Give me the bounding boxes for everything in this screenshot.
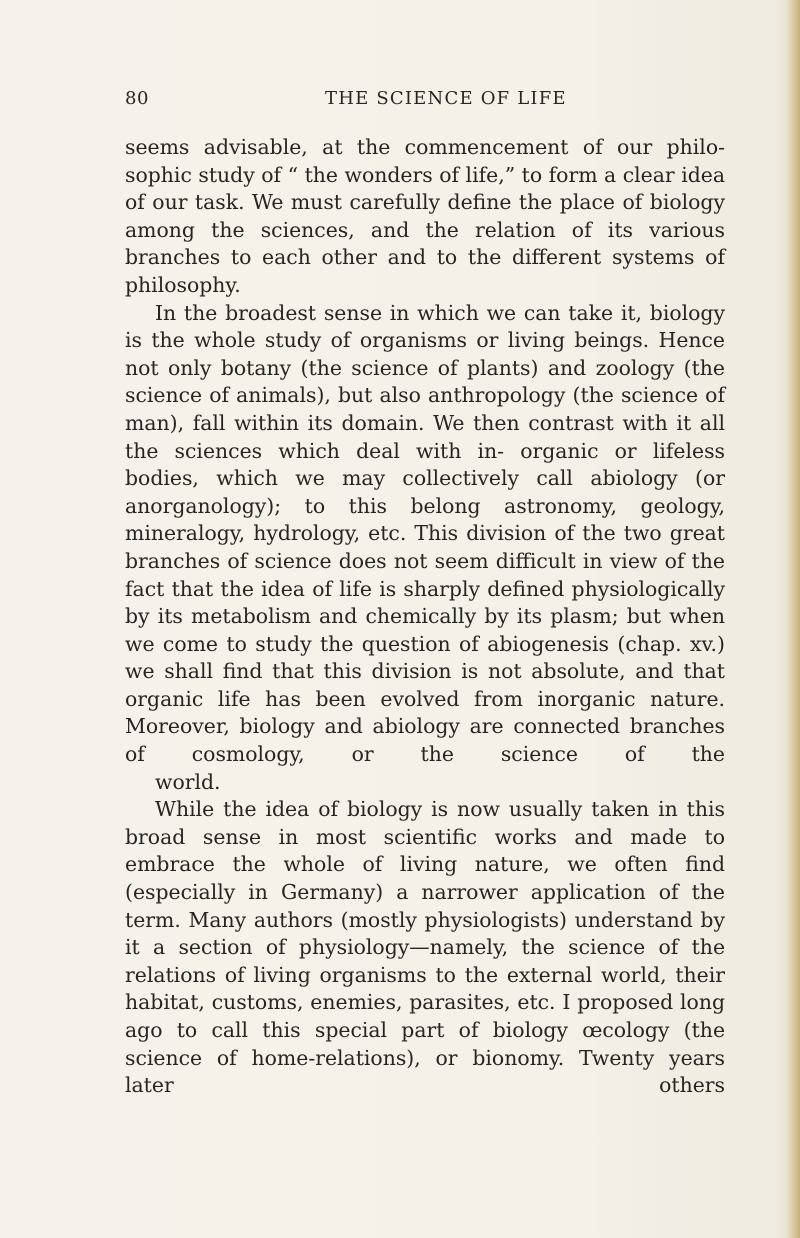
text-line: Germany) a narrower application of the term. Many	[125, 880, 726, 932]
text-line: physiologically by its metabolism and chemically by its	[125, 576, 726, 629]
text-line: Hence not only botany (the science of plants) and	[125, 328, 725, 380]
text-line: abiology (or anorganology); to this belong astronomy,	[125, 466, 726, 518]
text-line: In the broadest sense in which we can take it, biology	[155, 300, 725, 325]
text-line: authors (mostly physiologists) understand by it a	[125, 907, 726, 960]
text-line: philosophy.	[125, 272, 241, 297]
text-line: customs, enemies, parasites, etc. I proposed long ago to	[125, 990, 726, 1042]
body-text	[125, 134, 725, 1100]
text-line: the whole of living nature, we often find (especially in	[125, 852, 726, 905]
text-line: biology among the sciences, and the relation of its various	[125, 190, 725, 242]
text-line: plasm; but when we come to study the question of	[125, 604, 725, 656]
text-line: in view of the fact that the idea of life is sharply defined	[125, 548, 726, 601]
text-line: (the science of man), fall within its domain. We then	[125, 383, 726, 435]
page-number: 80	[125, 88, 149, 109]
text-line: call this special part of biology œcology (the science of	[125, 1018, 726, 1070]
text-line: contrast with it all the sciences which deal with in-	[125, 410, 725, 463]
text-line: section of physiology—namely, the science of the relations	[125, 935, 726, 987]
paragraph-1	[125, 134, 725, 300]
running-head	[125, 88, 725, 118]
text-line: inorganic nature. Moreover, biology and abiology are	[125, 686, 725, 739]
text-line: of living organisms to the external world, their habitat,	[125, 962, 725, 1015]
text-line: idea of our task. We must carefully define the place of	[125, 162, 725, 215]
text-line: home-relations), or bionomy. Twenty years later others	[125, 1045, 726, 1098]
text-line: geology, mineralogy, hydrology, etc. This division of	[125, 493, 725, 546]
text-line: sophic study of “ the wonders of life,” to form a clear	[125, 162, 675, 187]
text-line: broad sense in most scientific works and made to embrace	[125, 824, 725, 877]
text-line: not absolute, and that organic life has been evolved from	[125, 659, 725, 711]
paragraph-2	[125, 300, 725, 797]
text-line: While the idea of biology is now usually taken in this	[155, 797, 725, 822]
running-head-title: THE SCIENCE OF LIFE	[325, 88, 567, 109]
text-line: seems advisable, at the commencement of our philo-	[125, 135, 725, 159]
text-line: world.	[155, 769, 221, 794]
page-edge-shadow	[786, 0, 800, 1238]
text-line: branches to each other and to the different systems of	[125, 245, 725, 270]
text-line: abiogenesis (chap. xv.) we shall find that this division is	[125, 631, 725, 684]
text-line: the two great branches of science does not seem difficult	[125, 521, 726, 573]
text-line: zoology (the science of animals), but also anthropology	[125, 355, 725, 408]
text-line: connected branches of cosmology, or the science of the	[125, 714, 725, 767]
paragraph-3	[125, 796, 725, 1100]
text-line: is the whole study of organisms or living beings.	[125, 328, 650, 353]
text-line: organic or lifeless bodies, which we may collectively call	[125, 438, 725, 491]
